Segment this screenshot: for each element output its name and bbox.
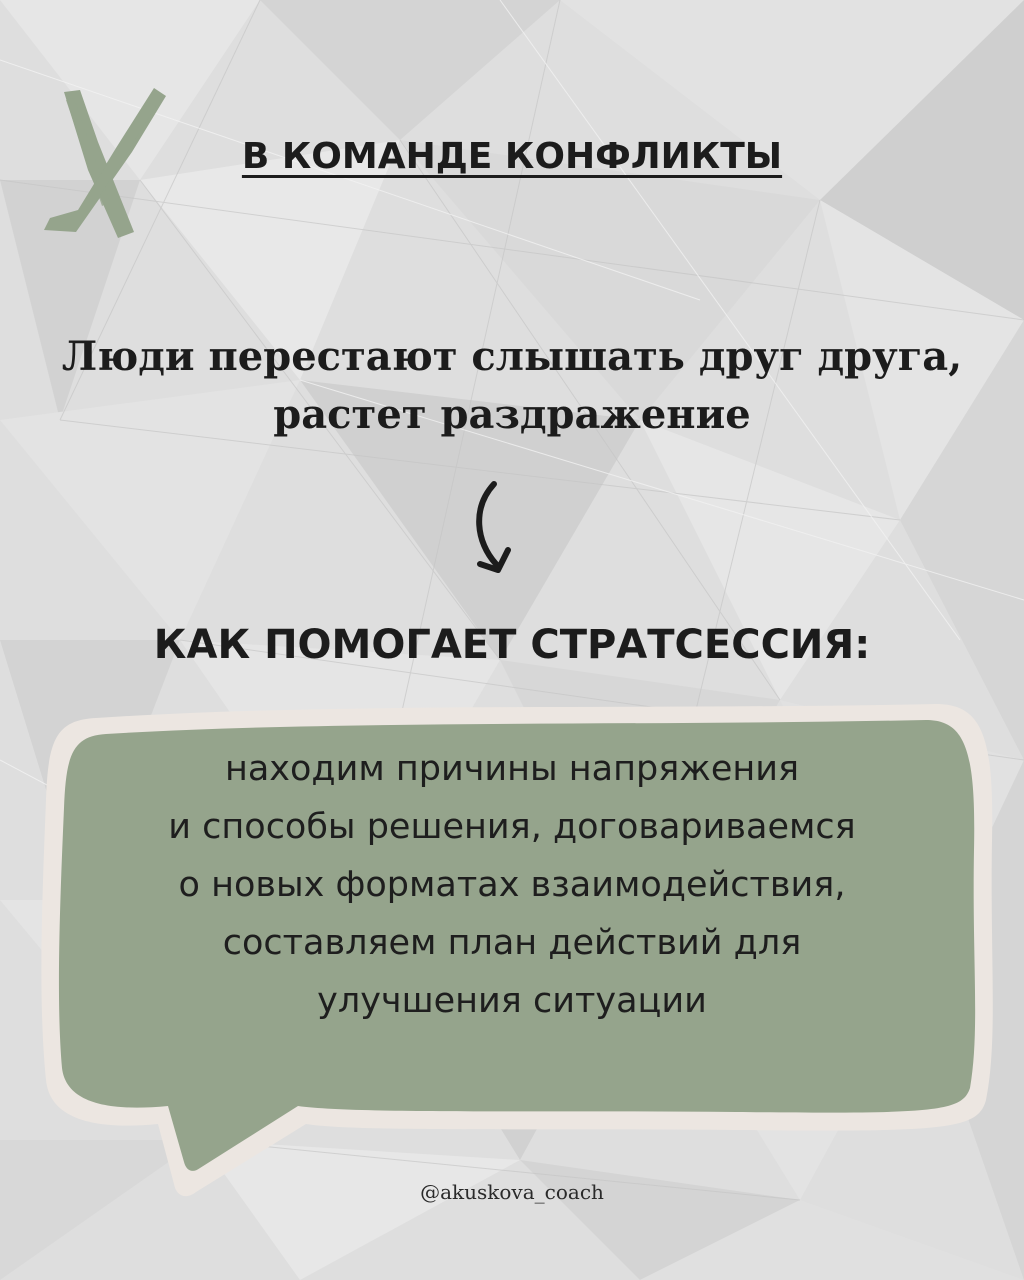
solution-heading: КАК ПОМОГАЕТ СТРАТСЕССИЯ: <box>153 622 871 668</box>
page-title-text: В КОМАНДЕ КОНФЛИКТЫ <box>241 136 783 177</box>
solution-line: составляем план действий для <box>222 923 802 963</box>
problem-line: растет раздражение <box>273 391 751 438</box>
curved-arrow-down-icon <box>462 478 532 582</box>
solution-line: находим причины напряжения <box>224 749 800 789</box>
problem-statement <box>40 328 984 444</box>
author-handle: @akuskova_coach <box>420 1180 604 1204</box>
solution-description <box>64 740 960 1030</box>
page-title <box>0 136 1024 177</box>
problem-line: Люди перестают слышать друг друга, <box>61 333 963 380</box>
solution-line: о новых форматах взаимодействия, <box>178 865 846 905</box>
solution-line: улучшения ситуации <box>317 981 707 1021</box>
solution-line: и способы решения, договариваемся <box>168 807 856 847</box>
